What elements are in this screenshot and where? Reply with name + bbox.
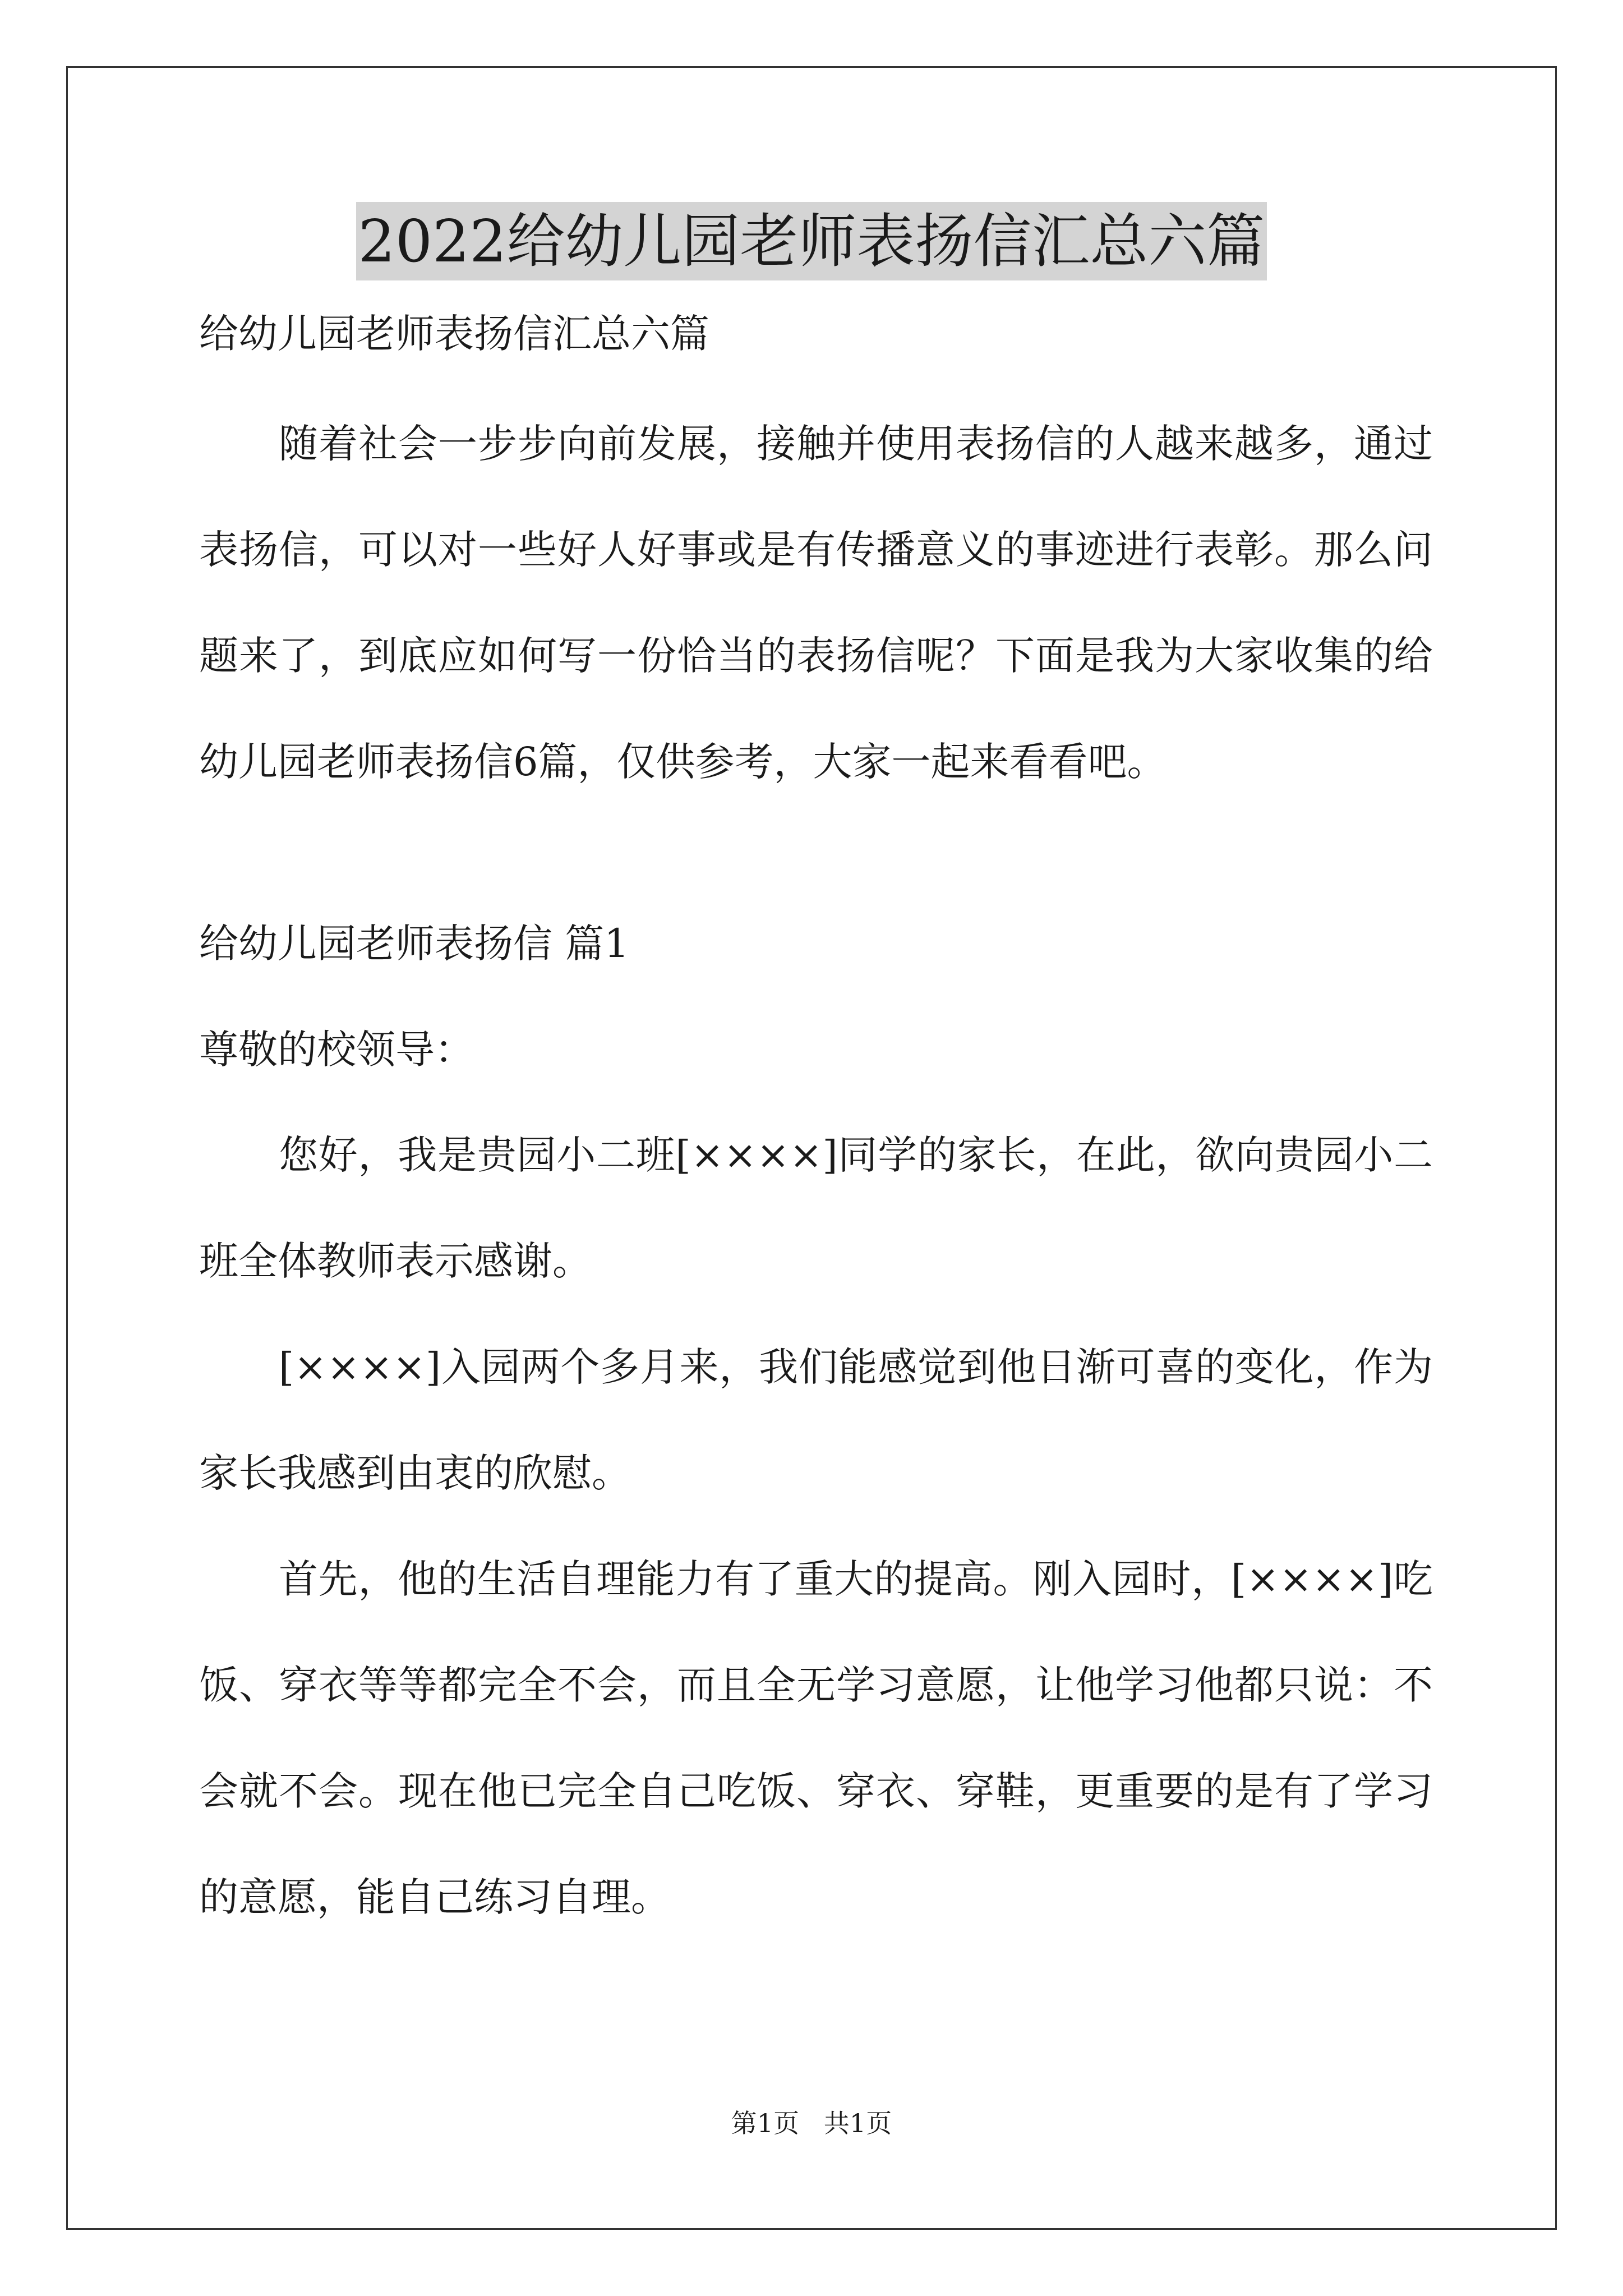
- document-subtitle: 给幼儿园老师表扬信汇总六篇: [199, 311, 709, 357]
- spacer: [199, 815, 1433, 921]
- page-footer: 第1页 共1页: [731, 2108, 892, 2138]
- title-container: [0, 202, 1623, 280]
- section-heading: 给幼儿园老师表扬信 篇1: [199, 921, 629, 967]
- body-paragraph-1: 您好，我是贵园小二班[××××]同学的家长，在此，欲向贵园小二班全体教师表示感谢。: [199, 1132, 1433, 1284]
- subtitle-row: [199, 311, 1433, 356]
- document-body: [199, 311, 1433, 1950]
- section-heading-row: [199, 921, 1433, 966]
- body-paragraph-2: [××××]入园两个多月来，我们能感觉到他日渐可喜的变化，作为家长我感到由衷的欣慰。: [199, 1344, 1433, 1496]
- salutation-row: [199, 1027, 1433, 1072]
- body-paragraph-3: 首先，他的生活自理能力有了重大的提高。刚入园时，[××××]吃饭、穿衣等等都完全不会，而且全无学习意愿，让他学习他都只说：不会就不会。现在他已完全自己吃饭、穿衣、穿鞋，更重要的是有了学习的意愿，能自己练习自理。: [199, 1556, 1433, 1920]
- intro-paragraph: 随着社会一步步向前发展，接触并使用表扬信的人越来越多，通过表扬信，可以对一些好人好事或是有传播意义的事迹进行表彰。那么问题来了，到底应如何写一份恰当的表扬信呢？下面是我为大家收集的给幼儿园老师表扬信6篇，仅供参考，大家一起来看看吧。: [199, 421, 1433, 785]
- document-title: 2022给幼儿园老师表扬信汇总六篇: [356, 202, 1267, 280]
- salutation: 尊敬的校领导：: [199, 1027, 474, 1073]
